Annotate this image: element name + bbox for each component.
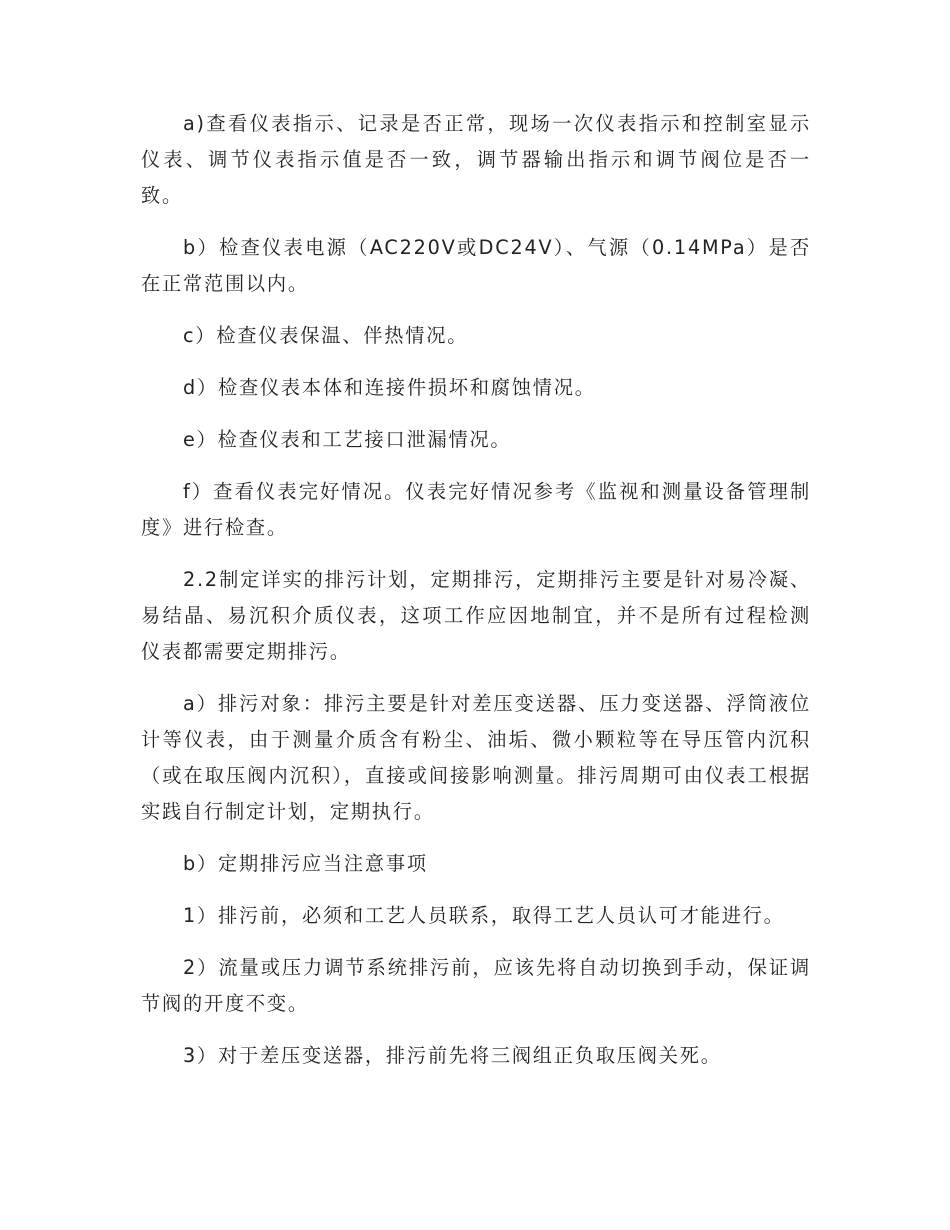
paragraph-note-3: 3）对于差压变送器，排污前先将三阀组正负取压阀关死。 [183, 1044, 722, 1067]
paragraph-check-power-air: b）检查仪表电源（AC220V或DC24V）、气源（0.14MPa）是否在正常范围以内。 [141, 236, 811, 295]
paragraph-note-2: 2）流量或压力调节系统排污前，应该先将自动切换到手动，保证调节阀的开度不变。 [141, 956, 811, 1015]
paragraph-blowdown-targets: a）排污对象：排污主要是针对差压变送器、压力变送器、浮筒液位计等仪表，由于测量介质含有粉尘、油垢、微小颗粒等在导压管内沉积（或在取压阀内沉积），直接或间接影响测量。排污周期可由仪表工根据实践自行制定计划，定期执行。 [141, 692, 811, 823]
document-body [141, 106, 811, 1090]
paragraph-note-1: 1）排污前，必须和工艺人员联系，取得工艺人员认可才能进行。 [183, 904, 785, 927]
paragraph-check-damage-corrosion: d）检查仪表本体和连接件损坏和腐蚀情况。 [183, 376, 596, 399]
paragraph-section-2-2: 2.2制定详实的排污计划，定期排污，定期排污主要是针对易冷凝、易结晶、易沉积介质仪表，这项工作应因地制宜，并不是所有过程检测仪表都需要定期排污。 [141, 568, 811, 663]
paragraph-check-insulation: c）检查仪表保温、伴热情况。 [183, 324, 469, 347]
paragraph-check-integrity: f）查看仪表完好情况。仪表完好情况参考《监视和测量设备管理制度》进行检查。 [141, 480, 811, 539]
paragraph-blowdown-notes-heading: b）定期排污应当注意事项 [183, 852, 428, 875]
paragraph-check-indication: a)查看仪表指示、记录是否正常，现场一次仪表指示和控制室显示仪表、调节仪表指示值是否一致，调节器输出指示和调节阀位是否一致。 [141, 112, 811, 207]
paragraph-check-leakage: e）检查仪表和工艺接口泄漏情况。 [183, 428, 512, 451]
